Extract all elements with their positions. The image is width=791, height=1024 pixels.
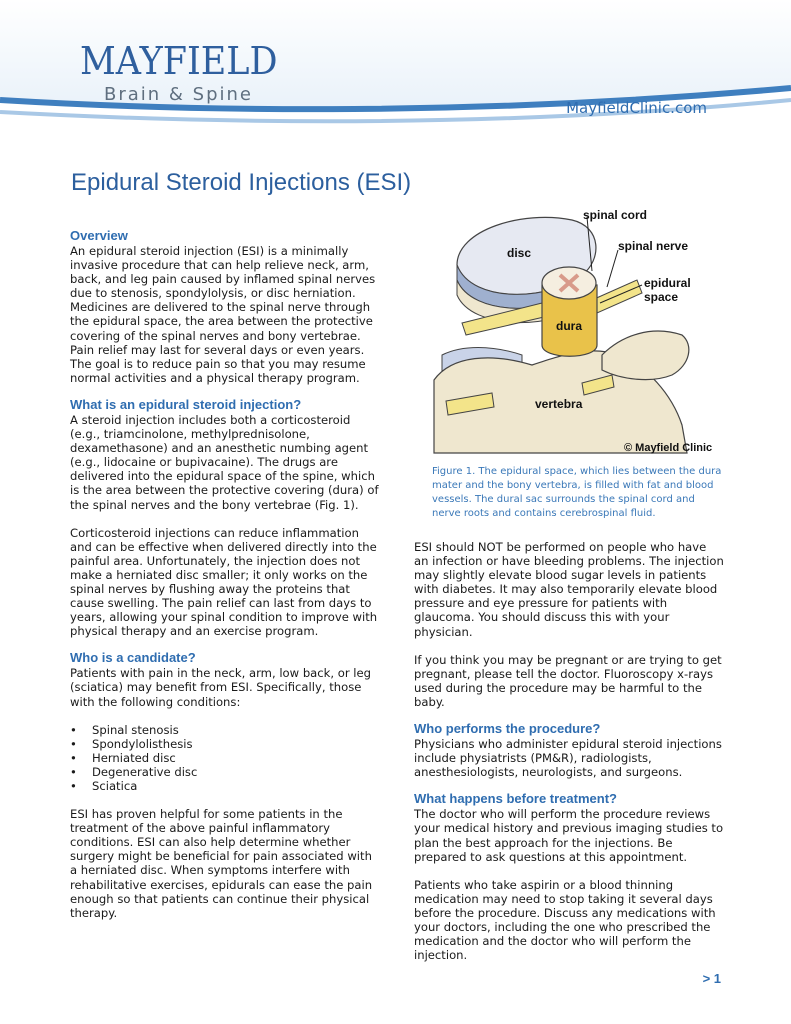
pregnancy-text: If you think you may be pregnant or are trying to get pregnant, please tell the doctor. Fluoroscopy x-rays used during the procedure may be harmful to the baby. xyxy=(414,652,722,709)
page-number: > 1 xyxy=(702,971,721,986)
label-epidural: epidural xyxy=(644,276,691,290)
list-item: • Herniated disc xyxy=(70,751,380,765)
label-dura: dura xyxy=(556,319,583,333)
figure-epidural-space xyxy=(432,205,722,455)
list-item: • Spondylolisthesis xyxy=(70,737,380,751)
candidate-heading: Who is a candidate? xyxy=(70,650,196,666)
label-disc: disc xyxy=(507,246,532,260)
logo-tagline: Brain & Spine xyxy=(104,84,254,105)
candidate-intro: Patients with pain in the neck, arm, low back, or leg (sciatica) may benefit from ESI. Specifically, those with the following conditions: xyxy=(70,666,371,709)
label-spinal-cord: spinal cord xyxy=(583,208,648,222)
what-is-text-1: A steroid injection includes both a corticosteroid (e.g., triamcinolone, methylprednisolone, dexamethasone) and an anesthetic numbing agent (e.g., lidocaine or bupivacaine). The drugs are delivered into the epidural space of the spine, which is the area between the protective covering (dura) of the spinal nerves and the bony vertebrae (Fig. 1). xyxy=(70,412,379,512)
list-item: • Degenerative disc xyxy=(70,765,380,779)
right-column xyxy=(414,540,724,962)
label-copyright: © Mayfield Clinic xyxy=(624,442,713,454)
left-column xyxy=(70,228,380,920)
what-is-text-2: Corticosteroid injections can reduce inflammation and can be effective when delivered directly into the painful area. Unfortunately, the injection does not make a herniated disc smaller; it only works on the spinal nerves by flushing away the proteins that cause swelling. The pain relief can last from days to years, allowing your spinal condition to improve with physical therapy and an exercise program. xyxy=(70,525,378,639)
label-space: space xyxy=(644,290,679,304)
candidate-outro: ESI has proven helpful for some patients in the treatment of the above painful inflammatory conditions. ESI can also help determine whether surgery might be beneficial for pain associated with a herniated disc. When symptoms interfere with rehabilitative exercises, epidurals can ease the pain enough so that patients can continue their physical therapy. xyxy=(70,807,373,920)
before-treatment-heading: What happens before treatment? xyxy=(414,791,617,807)
spine-illustration xyxy=(432,205,722,455)
vertebra-process-shape xyxy=(602,331,689,380)
page-title: Epidural Steroid Injections (ESI) xyxy=(71,169,412,196)
conditions-list xyxy=(70,723,380,793)
who-performs-text: Physicians who administer epidural steroid injections include physiatrists (PM&R), radiologists, anesthesiologists, neurologists, and surgeons. xyxy=(414,737,722,780)
list-item: • Spinal stenosis xyxy=(70,723,380,737)
overview-text: An epidural steroid injection (ESI) is a minimally invasive procedure that can help relieve neck, arm, back, and leg pain caused by inflamed spinal nerves due to stenosis, spondylolysis, or disc herniation. Medicines are delivered to the spinal nerve through the epidural space, the area between the protective covering of the spinal nerves and bony vertebrae. Pain relief may last for several days or even years. The goal is to reduce pain so that you may resume normal activities and a physical therapy program. xyxy=(70,244,376,385)
logo-wordmark: MAYFIELD xyxy=(80,39,278,83)
contraindications-text: ESI should NOT be performed on people who have an infection or have bleeding problems. The injection may slightly elevate blood sugar levels in patients with diabetes. It may also temporarily elevate blood pressure and eye pressure for patients with glaucoma. You should discuss this with your physician. xyxy=(414,540,724,639)
figure-caption: Figure 1. The epidural space, which lies between the dura mater and the bony vertebra, is filled with fat and blood vessels. The dural sac surrounds the spinal cord and nerve roots and contains cerebrospinal fluid. xyxy=(432,466,722,519)
page-header xyxy=(0,0,791,140)
before-treatment-text-2: Patients who take aspirin or a blood thinning medication may need to stop taking it several days before the procedure. Discuss any medications with your doctors, including the one who prescribed the medication and the doctor who will perform the injection. xyxy=(414,877,716,963)
what-is-heading: What is an epidural steroid injection? xyxy=(70,396,302,412)
right-spinal-nerve xyxy=(592,280,642,313)
leader-line-spinal-nerve xyxy=(607,250,618,287)
label-spinal-nerve: spinal nerve xyxy=(618,239,689,253)
site-url-link[interactable]: MayfieldClinic.com xyxy=(566,99,707,117)
before-treatment-text-1: The doctor who will perform the procedure reviews your medical history and previous imaging studies to plan the best approach for the injections. Be prepared to ask questions at this appointment. xyxy=(414,807,724,864)
list-item: • Sciatica xyxy=(70,779,380,793)
label-vertebra: vertebra xyxy=(535,397,583,411)
overview-heading: Overview xyxy=(70,228,128,243)
who-performs-heading: Who performs the procedure? xyxy=(414,721,601,737)
